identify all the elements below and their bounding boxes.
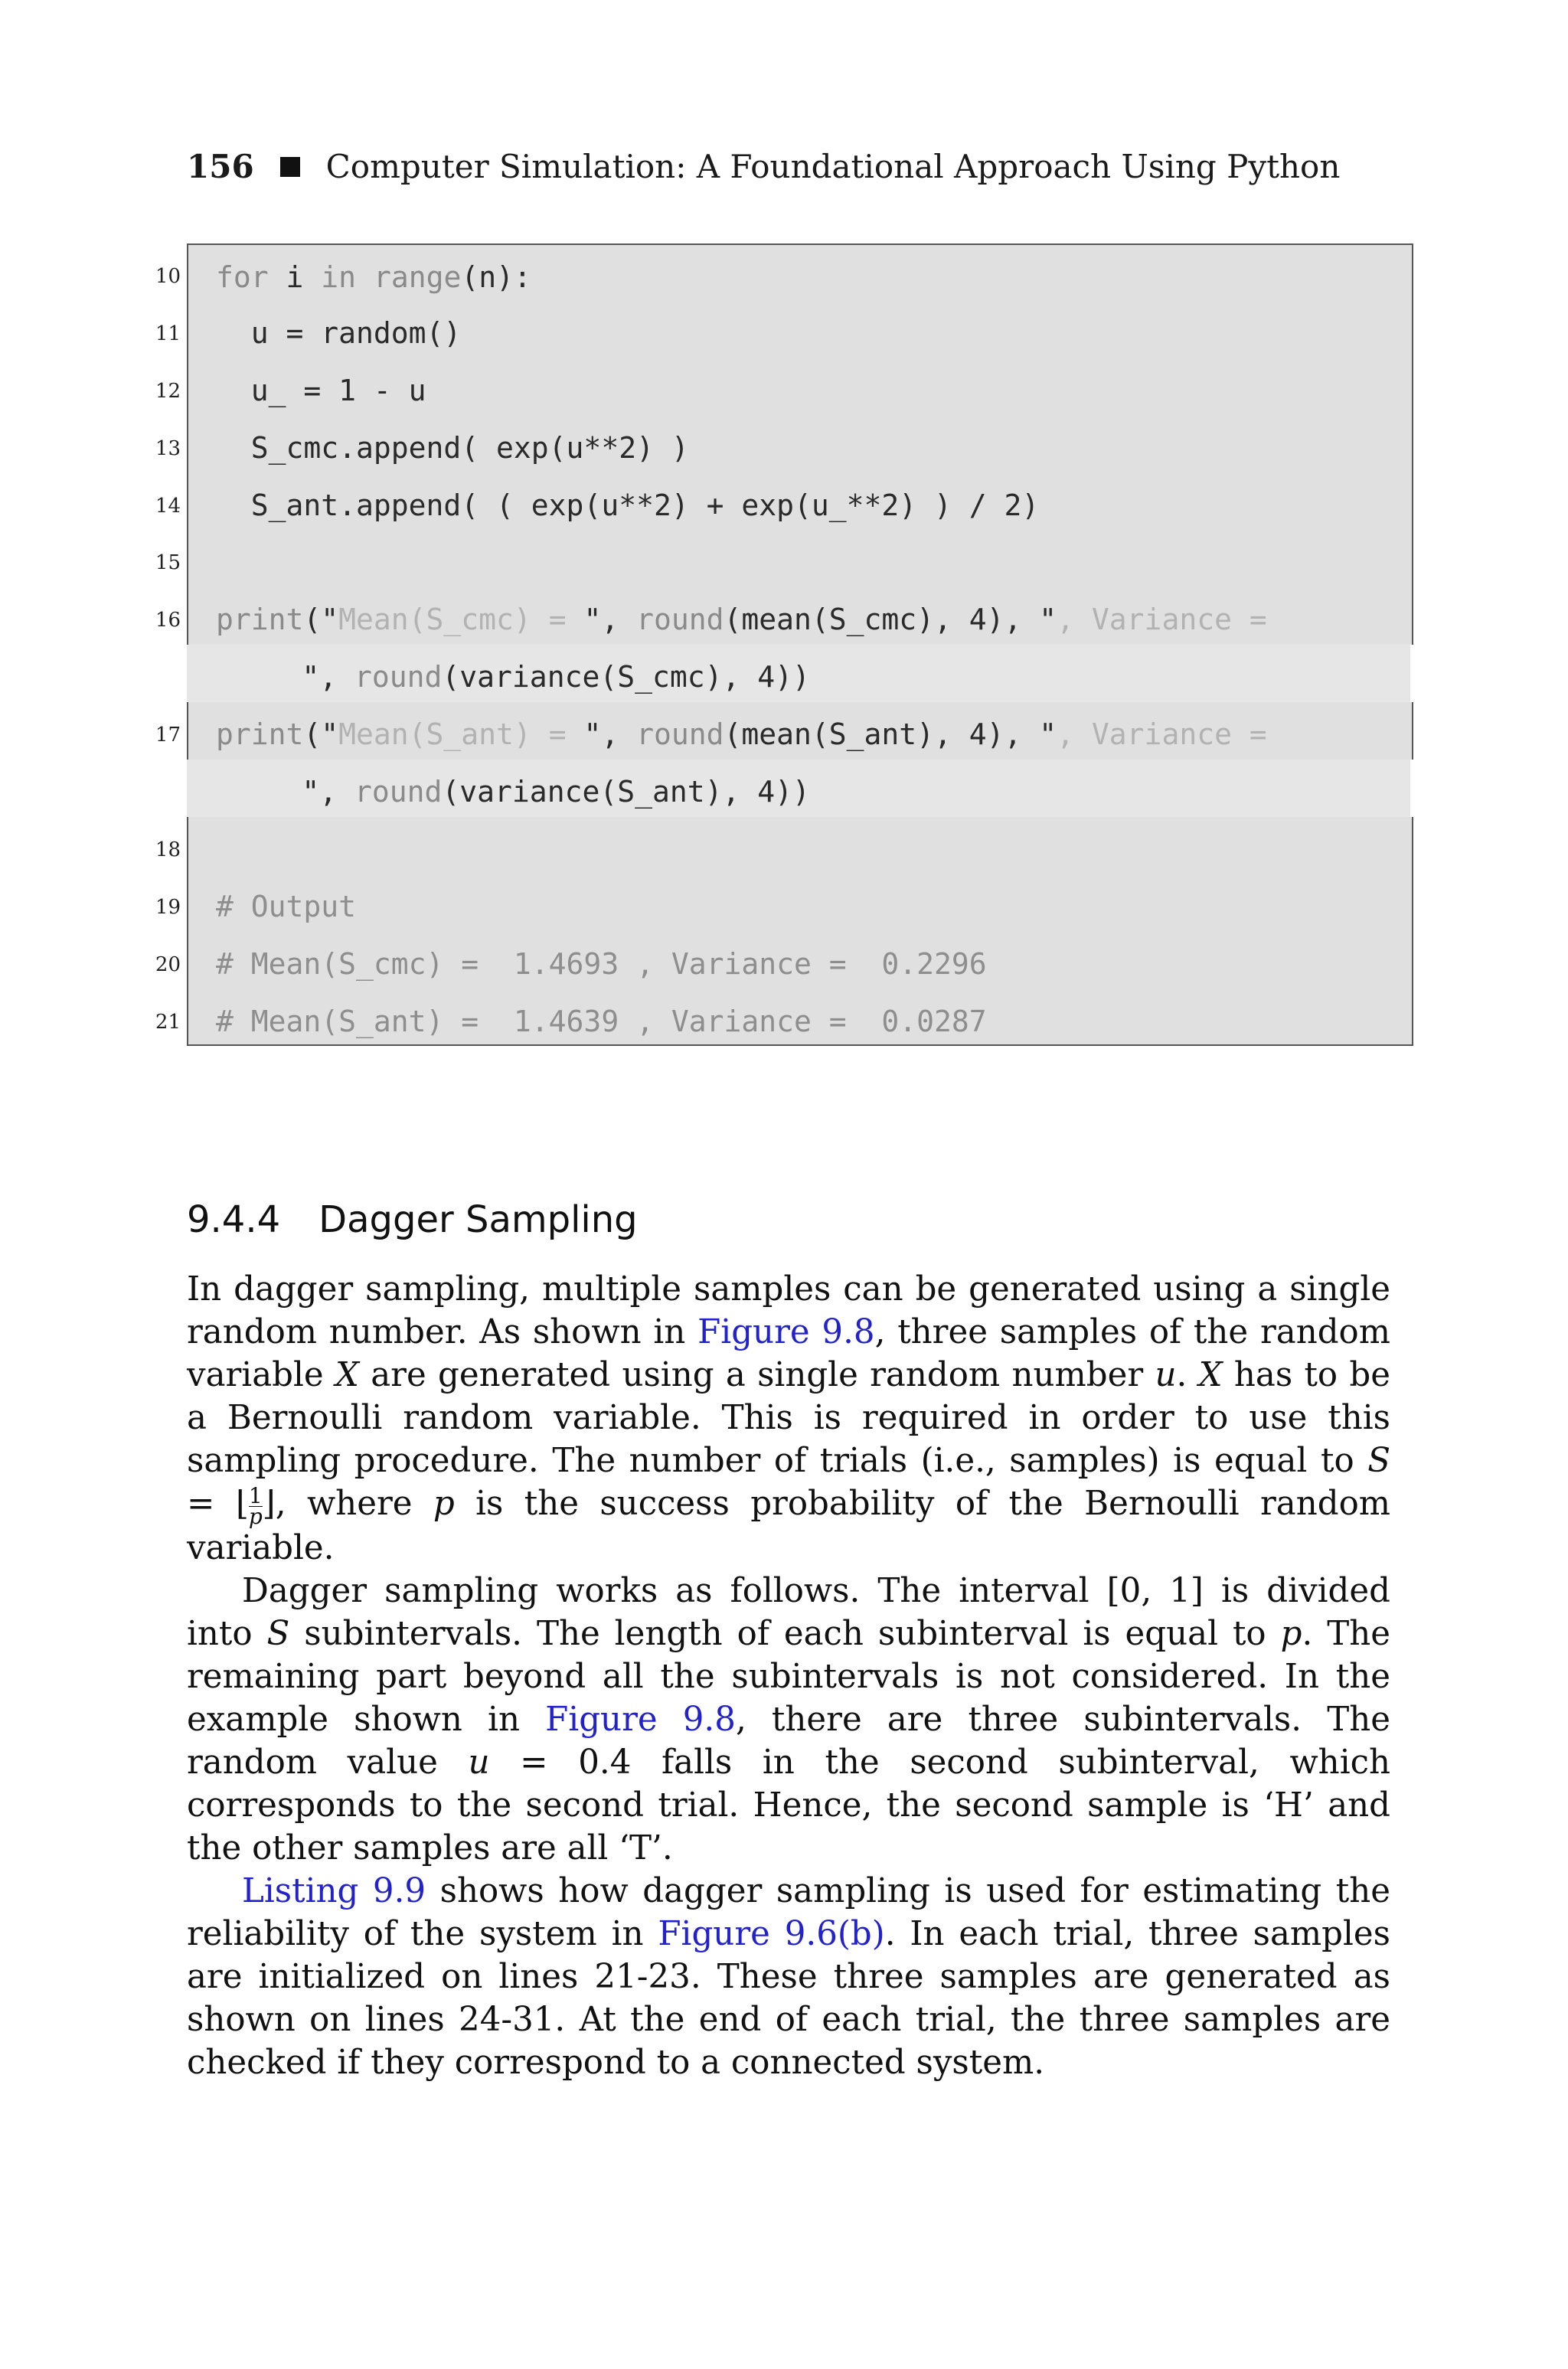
page-number: 156 <box>187 148 254 185</box>
paragraph-1: In dagger sampling, multiple samples can be generated using a single random number. As shown in Figure 9.8, three samples of the random variable X are generated using a single random number u. X has to be a Bernoulli random variable. This is required in order to use this sampling procedure. The number of trials (i.e., samples) is equal to S = ⌊ $\frac{1}{p}$ ⌋, where p is the success probability of the Bernoulli random variable. <box>187 1270 1391 1567</box>
line-number: 10 <box>155 265 181 288</box>
line-number: 17 <box>155 724 181 747</box>
running-header <box>187 145 1340 188</box>
section-title: Dagger Sampling <box>318 1198 638 1241</box>
line-number: 21 <box>155 1010 181 1034</box>
code-text: # Output <box>216 889 357 923</box>
code-line-continuation <box>0 645 1568 702</box>
code-text: S_ant.append( ( exp(u**2) + exp(u_**2) ) / 2) <box>216 488 1040 522</box>
code-line <box>0 530 1568 587</box>
figure-link[interactable]: Figure 9.8 <box>545 1700 736 1739</box>
line-number: 18 <box>155 838 181 861</box>
code-text: # Mean(S_cmc) = 1.4693 , Variance = 0.2296 <box>216 946 987 981</box>
code-line <box>0 473 1568 531</box>
code-text: ", round(variance(S_ant), 4)) <box>214 775 810 809</box>
code-line <box>0 587 1568 645</box>
code-line <box>0 416 1568 473</box>
code-text: u = random() <box>216 315 462 350</box>
code-line <box>0 874 1568 932</box>
code-text: ", round(variance(S_cmc), 4)) <box>214 660 810 694</box>
body-text <box>187 1268 1390 2084</box>
code-text: for i in range(n): <box>216 260 531 294</box>
paragraph-2: Dagger sampling works as follows. The interval [0, 1] is divided into S subintervals. The length of each subinterval is equal to p. The remaining part beyond all the subintervals is not considered. In the example shown in Figure 9.8, there are three subintervals. The random value u = 0.4 falls in the second subinterval, which corresponds to the second trial. Hence, the second sample is ‘H’ and the other samples are all ‘T’. <box>187 1571 1390 1867</box>
line-number: 19 <box>155 895 181 919</box>
code-line <box>0 989 1568 1047</box>
code-line <box>0 702 1568 760</box>
section-number: 9.4.4 <box>187 1198 281 1241</box>
fraction: $\frac{1}{p}$ <box>248 1482 263 1529</box>
code-text: print("Mean(S_ant) = ", round(mean(S_ant), 4), ", Variance = <box>216 717 1267 752</box>
line-number: 13 <box>155 436 181 460</box>
listing-link[interactable]: Listing 9.9 <box>242 1871 426 1910</box>
code-line-continuation <box>0 760 1568 817</box>
code-text: print("Mean(S_cmc) = ", round(mean(S_cmc), 4), ", Variance = <box>216 603 1267 637</box>
code-line <box>0 817 1568 874</box>
code-line <box>0 301 1568 358</box>
code-text: S_cmc.append( exp(u**2) ) <box>216 430 689 465</box>
line-number: 16 <box>155 609 181 632</box>
code-line <box>0 243 1568 301</box>
paragraph-3: Listing 9.9 shows how dagger sampling is used for estimating the reliability of the system in Figure 9.6(b). In each trial, three samples are initialized on lines 21-23. These three samples are generated as shown on lines 24-31. At the end of each trial, the three samples are checked if they correspond to a connected system. <box>187 1871 1390 2082</box>
line-number: 11 <box>155 322 181 345</box>
book-title: Computer Simulation: A Foundational Approach Using Python <box>325 148 1341 185</box>
figure-link[interactable]: Figure 9.8 <box>697 1313 875 1351</box>
line-number: 12 <box>155 379 181 403</box>
square-separator-icon <box>280 157 300 177</box>
line-number: 20 <box>155 953 181 976</box>
figure-link[interactable]: Figure 9.6(b) <box>658 1914 885 1953</box>
line-number: 15 <box>155 551 181 575</box>
line-number: 14 <box>155 494 181 518</box>
code-text: u_ = 1 - u <box>216 373 426 407</box>
code-listing <box>0 243 1568 1046</box>
section-heading <box>187 1198 638 1241</box>
code-line <box>0 932 1568 989</box>
code-line <box>0 358 1568 416</box>
code-text: # Mean(S_ant) = 1.4639 , Variance = 0.0287 <box>216 1004 987 1038</box>
